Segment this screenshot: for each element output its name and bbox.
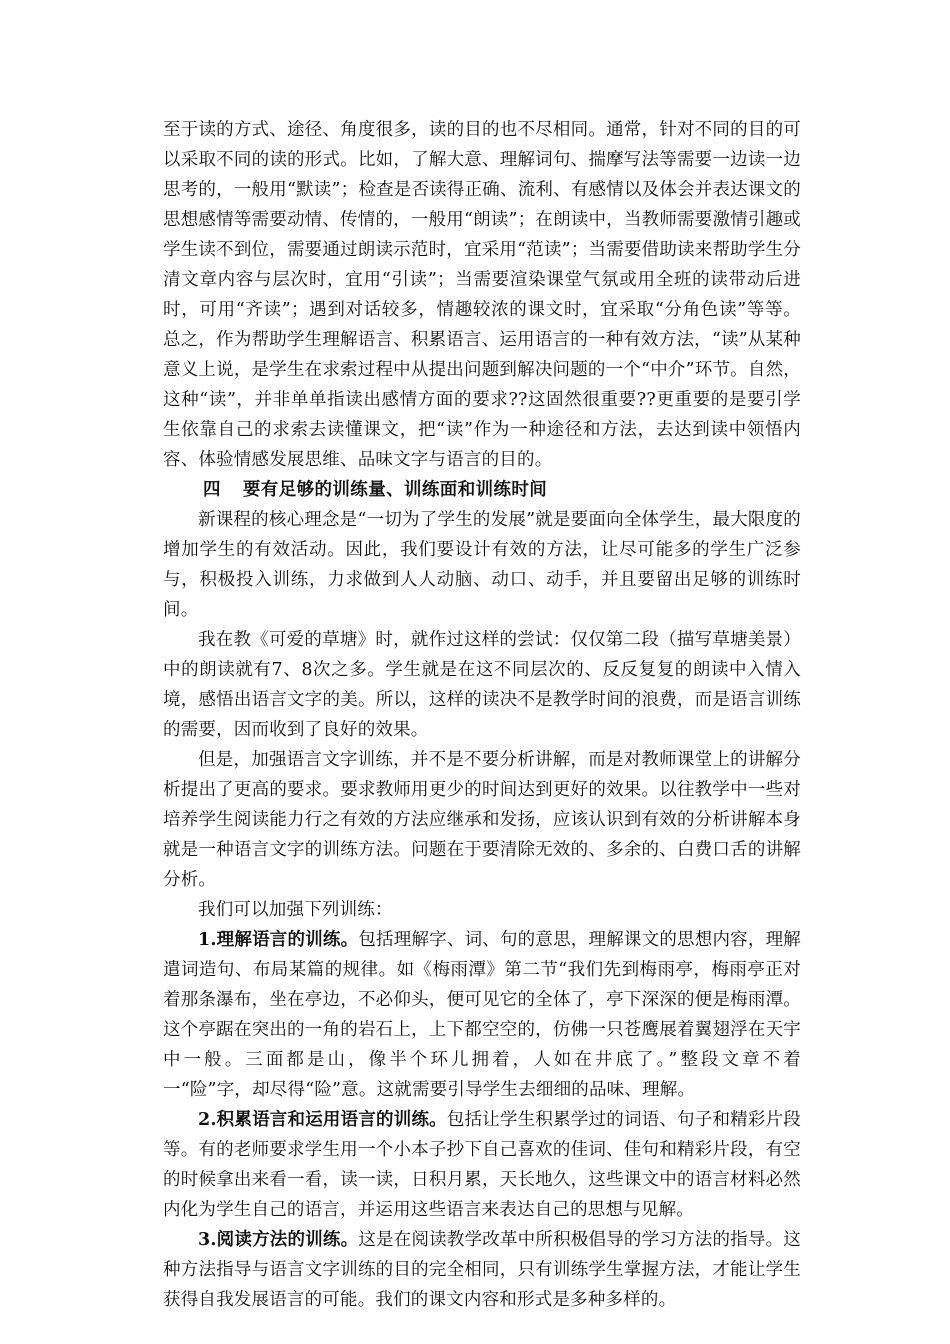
section-heading-4: [163, 475, 801, 505]
list-item-title: 3.阅读方法的训练。: [198, 1230, 359, 1250]
list-item-understanding-training: [163, 925, 801, 1105]
list-item-text: 包括让学生积累学过的词语、句子和精彩片段等。有的老师要求学生用一个小本子抄下自己喜欢的佳词、佳句和精彩片段，有空的时候拿出来看一看，读一读，日积月累，天长地久，这些课文中的语言材料必然内化为学生自己的语言，并运用这些语言来表达自己的思想与见解。: [163, 1110, 801, 1220]
list-item-accumulation-training: [163, 1105, 801, 1225]
paragraph-core-concept: 新课程的核心理念是“一切为了学生的发展”就是要面向全体学生，最大限度的增加学生的有效活动。因此，我们要设计有效的方法，让尽可能多的学生广泛参与，积极投入训练，力求做到人人动脑、动口、动手，并且要留出足够的训练时间。: [163, 510, 801, 620]
section-number: 四: [203, 480, 221, 500]
list-item-title: 1.理解语言的训练。: [198, 930, 359, 950]
list-item-text: 这是在阅读教学改革中所积极倡导的学习方法的指导。这种方法指导与语言文字训练的目的完全相同，只有训练学生掌握方法，才能让学生获得自我发展语言的可能。我们的课文内容和形式是多种多样的。: [163, 1230, 801, 1310]
list-item-title: 2.积累语言和运用语言的训练。: [198, 1110, 447, 1130]
section-title: 要有足够的训练量、训练面和训练时间: [242, 480, 548, 500]
paragraph-training-intro: 我们可以加强下列训练：: [198, 900, 393, 920]
paragraph-analysis-explanation: 但是，加强语言文字训练，并不是不要分析讲解，而是对教师课堂上的讲解分析提出了更高的要求。要求教师用更少的时间达到更好的效果。以往教学中一些对培养学生阅读能力行之有效的方法应继承和发扬，应该认识到有效的分析讲解本身就是一种语言文字的训练方法。问题在于要清除无效的、多余的、白费口舌的讲解分析。: [163, 750, 801, 890]
document-page: [163, 115, 801, 1315]
paragraph-reading-methods: 至于读的方式、途径、角度很多，读的目的也不尽相同。通常，针对不同的目的可以采取不同的读的形式。比如，了解大意、理解词句、揣摩写法等需要一边读一边思考的，一般用“默读”；检查是否读得正确、流利、有感情以及体会并表达课文的思想感情等需要动情、传情的，一般用“朗读”；在朗读中，当教师需要激情引趣或学生读不到位，需要通过朗读示范时，宜采用“范读”；当需要借助读来帮助学生分清文章内容与层次时，宜用“引读”；当需要渲染课堂气氛或用全班的读带动后进时，可用“齐读”；遇到对话较多，情趣较浓的课文时，宜采取“分角色读”等等。总之，作为帮助学生理解语言、积累语言、运用语言的一种有效方法，“读”从某种意义上说，是学生在求索过程中从提出问题到解决问题的一个“中介”环节。自然，这种“读”，并非单单指读出感情方面的要求??这固然很重要??更重要的是要引学生依靠自己的求索去读懂课文，把“读”作为一种途径和方法，去达到读中领悟内容、体验情感发展思维、品味文字与语言的目的。: [163, 120, 801, 470]
list-item-reading-method-training: [163, 1225, 801, 1315]
paragraph-teaching-example: 我在教《可爱的草塘》时，就作过这样的尝试：仅仅第二段（描写草塘美景）中的朗读就有7、8次之多。学生就是在这不同层次的、反反复复的朗读中入情入境，感悟出语言文字的美。所以，这样的读决不是教学时间的浪费，而是语言训练的需要，因而收到了良好的效果。: [163, 630, 801, 740]
list-item-text: 包括理解字、词、句的意思，理解课文的思想内容，理解遣词造句、布局某篇的规律。如《梅雨潭》第二节“我们先到梅雨亭，梅雨亭正对着那条瀑布，坐在亭边，不必仰头，便可见它的全体了，亭下深深的便是梅雨潭。这个亭踞在突出的一角的岩石上，上下都空空的，仿佛一只苍鹰展着翼翅浮在天宇中一般。三面都是山，像半个环儿拥着，人如在井底了。”整段文章不着一“险”字，却尽得“险”意。这就需要引导学生去细细的品味、理解。: [163, 930, 801, 1100]
